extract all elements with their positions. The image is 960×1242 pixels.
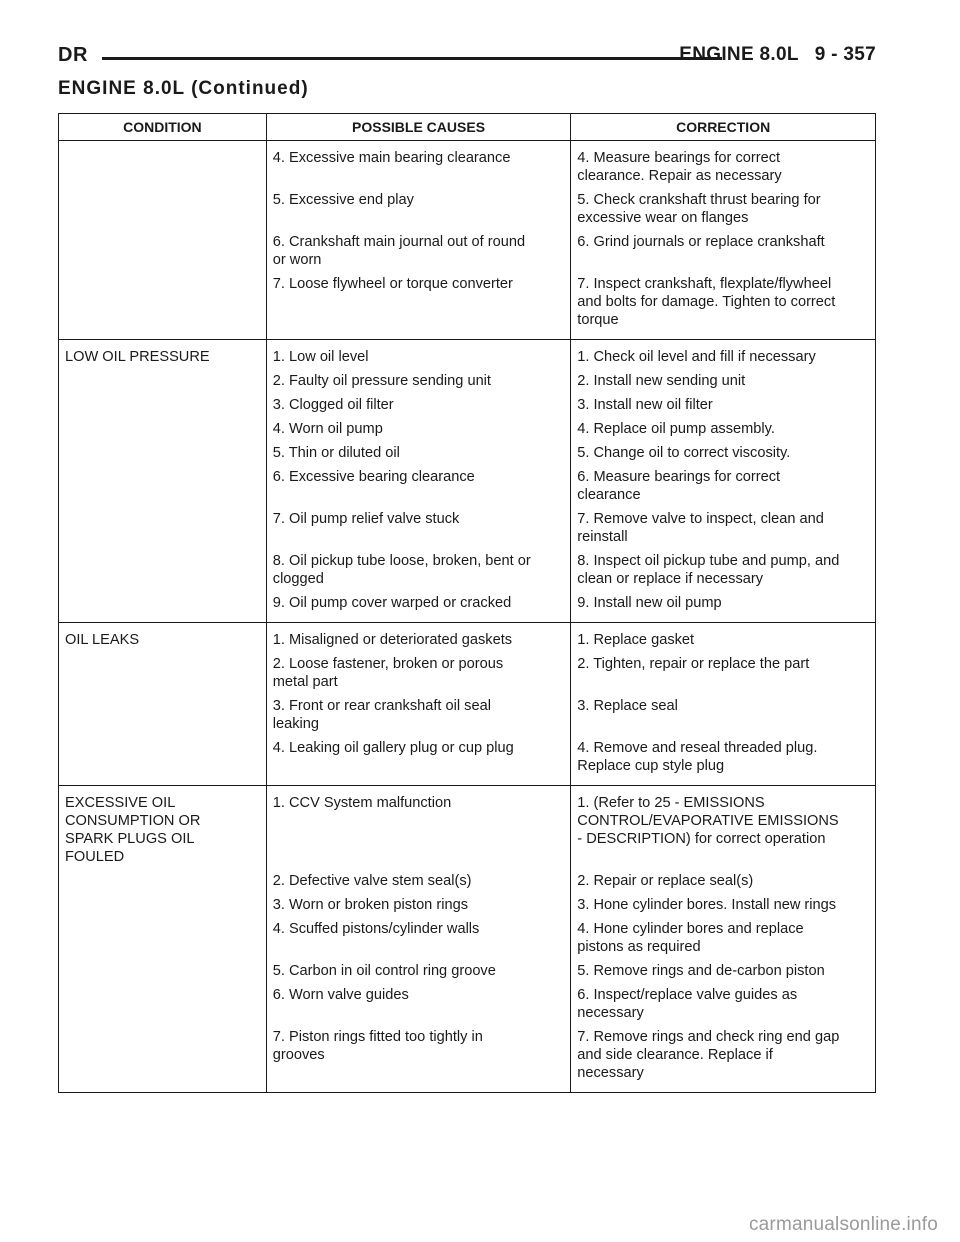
correction-text: 5. Change oil to correct viscosity. [577, 445, 791, 461]
possible-cause-text: 5. Carbon in oil control ring groove [272, 963, 496, 979]
possible-cause-cell [266, 417, 571, 441]
possible-cause-cell [266, 959, 571, 983]
condition-text: OIL LEAKS [65, 632, 140, 648]
condition-cell [59, 694, 267, 736]
correction-cell [571, 188, 876, 230]
condition-cell [59, 340, 267, 370]
correction-cell [571, 417, 876, 441]
table-row [59, 959, 876, 983]
possible-cause-text: 6. Worn valve guides [272, 987, 409, 1003]
condition-cell [59, 188, 267, 230]
correction-cell [571, 272, 876, 340]
possible-cause-cell [266, 591, 571, 623]
possible-cause-cell [266, 340, 571, 370]
correction-cell [571, 652, 876, 694]
table-header-row [59, 114, 876, 141]
condition-cell [59, 869, 267, 893]
possible-cause-text: 4. Excessive main bearing clearance [272, 150, 511, 166]
possible-cause-cell [266, 694, 571, 736]
correction-cell [571, 549, 876, 591]
possible-cause-cell [266, 141, 571, 189]
condition-cell [59, 230, 267, 272]
possible-cause-cell [266, 652, 571, 694]
correction-cell [571, 736, 876, 786]
correction-text: 7. Inspect crankshaft, flexplate/flywheel and bolts for damage. Tighten to correct torque [577, 276, 836, 328]
possible-cause-text: 1. Misaligned or deteriorated gaskets [272, 632, 513, 648]
correction-cell [571, 893, 876, 917]
correction-cell [571, 465, 876, 507]
correction-cell [571, 786, 876, 870]
table-row [59, 1025, 876, 1093]
condition-cell [59, 893, 267, 917]
condition-cell [59, 623, 267, 653]
header-page-number: 9 - 357 [814, 44, 876, 65]
correction-text: 5. Check crankshaft thrust bearing for excessive wear on flanges [577, 192, 821, 226]
possible-cause-text: 7. Oil pump relief valve stuck [272, 511, 460, 527]
correction-text: 2. Repair or replace seal(s) [577, 873, 754, 889]
possible-cause-text: 3. Clogged oil filter [272, 397, 394, 413]
possible-cause-cell [266, 230, 571, 272]
condition-cell [59, 369, 267, 393]
possible-cause-cell [266, 983, 571, 1025]
possible-cause-text: 5. Thin or diluted oil [272, 445, 400, 461]
correction-cell [571, 441, 876, 465]
condition-cell [59, 652, 267, 694]
condition-cell [59, 441, 267, 465]
possible-cause-cell [266, 393, 571, 417]
table-row [59, 983, 876, 1025]
possible-cause-cell [266, 188, 571, 230]
correction-text: 6. Inspect/replace valve guides as necessary [577, 987, 798, 1021]
correction-cell [571, 591, 876, 623]
possible-cause-text: 3. Worn or broken piston rings [272, 897, 468, 913]
table-row [59, 393, 876, 417]
possible-cause-cell [266, 786, 571, 870]
watermark: carmanualsonline.info [748, 1214, 938, 1235]
correction-cell [571, 507, 876, 549]
possible-cause-cell [266, 893, 571, 917]
possible-cause-cell [266, 465, 571, 507]
table-row [59, 893, 876, 917]
possible-cause-text: 1. Low oil level [272, 349, 369, 365]
table-row [59, 869, 876, 893]
possible-cause-text: 8. Oil pickup tube loose, broken, bent or clogged [272, 553, 531, 587]
table-row [59, 549, 876, 591]
correction-text: 1. Check oil level and fill if necessary [577, 349, 816, 365]
possible-cause-text: 4. Worn oil pump [272, 421, 383, 437]
possible-cause-text: 6. Excessive bearing clearance [272, 469, 475, 485]
correction-text: 1. Replace gasket [577, 632, 695, 648]
possible-cause-cell [266, 441, 571, 465]
possible-cause-cell [266, 736, 571, 786]
possible-cause-text: 4. Scuffed pistons/cylinder walls [272, 921, 480, 937]
condition-text: EXCESSIVE OIL CONSUMPTION OR SPARK PLUGS OIL FOULED [65, 795, 201, 865]
correction-text: 7. Remove valve to inspect, clean and reinstall [577, 511, 824, 545]
table-row [59, 591, 876, 623]
correction-cell [571, 340, 876, 370]
correction-cell [571, 369, 876, 393]
column-header-correction: CORRECTION [571, 114, 876, 141]
header-model-code: DR [58, 44, 88, 66]
correction-text: 4. Hone cylinder bores and replace pistons as required [577, 921, 804, 955]
correction-cell [571, 230, 876, 272]
correction-text: 2. Tighten, repair or replace the part [577, 656, 810, 672]
table-row [59, 623, 876, 653]
possible-cause-cell [266, 369, 571, 393]
possible-cause-cell [266, 917, 571, 959]
possible-cause-text: 9. Oil pump cover warped or cracked [272, 595, 512, 611]
correction-text: 7. Remove rings and check ring end gap and side clearance. Replace if necessary [577, 1029, 840, 1081]
table-row [59, 917, 876, 959]
condition-cell [59, 983, 267, 1025]
condition-cell [59, 959, 267, 983]
possible-cause-text: 4. Leaking oil gallery plug or cup plug [272, 740, 514, 756]
header-right [679, 44, 876, 66]
correction-text: 9. Install new oil pump [577, 595, 722, 611]
correction-text: 5. Remove rings and de-carbon piston [577, 963, 825, 979]
condition-cell [59, 736, 267, 786]
possible-cause-text: 7. Piston rings fitted too tightly in grooves [272, 1029, 483, 1063]
correction-text: 8. Inspect oil pickup tube and pump, and clean or replace if necessary [577, 553, 840, 587]
possible-cause-text: 5. Excessive end play [272, 192, 414, 208]
table-row [59, 369, 876, 393]
header-rule [102, 57, 722, 60]
possible-cause-text: 2. Faulty oil pressure sending unit [272, 373, 491, 389]
possible-cause-text: 2. Defective valve stem seal(s) [272, 873, 472, 889]
section-title: ENGINE 8.0L (Continued) [58, 78, 309, 99]
condition-cell [59, 272, 267, 340]
correction-cell [571, 917, 876, 959]
page-header [58, 44, 876, 74]
possible-cause-text: 2. Loose fastener, broken or porous metal part [272, 656, 504, 690]
possible-cause-cell [266, 869, 571, 893]
possible-cause-cell [266, 507, 571, 549]
condition-cell [59, 1025, 267, 1093]
correction-text: 3. Replace seal [577, 698, 678, 714]
possible-cause-cell [266, 549, 571, 591]
possible-cause-cell [266, 1025, 571, 1093]
correction-text: 6. Grind journals or replace crankshaft [577, 234, 825, 250]
table-row [59, 188, 876, 230]
table-row [59, 340, 876, 370]
condition-cell [59, 549, 267, 591]
condition-cell [59, 465, 267, 507]
diagnosis-table [58, 113, 876, 1093]
condition-cell [59, 141, 267, 189]
correction-cell [571, 983, 876, 1025]
possible-cause-cell [266, 272, 571, 340]
possible-cause-text: 3. Front or rear crankshaft oil seal leaking [272, 698, 491, 732]
possible-cause-text: 7. Loose flywheel or torque converter [272, 276, 513, 292]
possible-cause-text: 6. Crankshaft main journal out of round or worn [272, 234, 526, 268]
correction-text: 2. Install new sending unit [577, 373, 746, 389]
condition-cell [59, 393, 267, 417]
correction-cell [571, 623, 876, 653]
column-header-possible-causes: POSSIBLE CAUSES [266, 114, 571, 141]
correction-cell [571, 141, 876, 189]
condition-cell [59, 507, 267, 549]
correction-cell [571, 959, 876, 983]
correction-text: 3. Hone cylinder bores. Install new rings [577, 897, 837, 913]
table-row [59, 141, 876, 189]
correction-cell [571, 869, 876, 893]
table-row [59, 441, 876, 465]
correction-text: 3. Install new oil filter [577, 397, 713, 413]
table-row [59, 417, 876, 441]
condition-cell [59, 917, 267, 959]
table-row [59, 272, 876, 340]
correction-cell [571, 393, 876, 417]
possible-cause-cell [266, 623, 571, 653]
table-row [59, 736, 876, 786]
correction-text: 4. Replace oil pump assembly. [577, 421, 775, 437]
table-row [59, 786, 876, 870]
condition-text: LOW OIL PRESSURE [65, 349, 210, 365]
condition-cell [59, 417, 267, 441]
condition-cell [59, 786, 267, 870]
correction-text: 1. (Refer to 25 - EMISSIONS CONTROL/EVAPORATIVE EMISSIONS - DESCRIPTION) for correct operation [577, 795, 839, 847]
condition-cell [59, 591, 267, 623]
header-section-title: ENGINE 8.0L [679, 44, 799, 65]
correction-text: 4. Remove and reseal threaded plug. Replace cup style plug [577, 740, 818, 774]
correction-text: 4. Measure bearings for correct clearance. Repair as necessary [577, 150, 782, 184]
table-row [59, 465, 876, 507]
table-row [59, 694, 876, 736]
column-header-condition: CONDITION [59, 114, 267, 141]
correction-text: 6. Measure bearings for correct clearance [577, 469, 781, 503]
table-body [59, 141, 876, 1093]
table-row [59, 230, 876, 272]
correction-cell [571, 694, 876, 736]
table-row [59, 652, 876, 694]
table-row [59, 507, 876, 549]
correction-cell [571, 1025, 876, 1093]
possible-cause-text: 1. CCV System malfunction [272, 795, 452, 811]
